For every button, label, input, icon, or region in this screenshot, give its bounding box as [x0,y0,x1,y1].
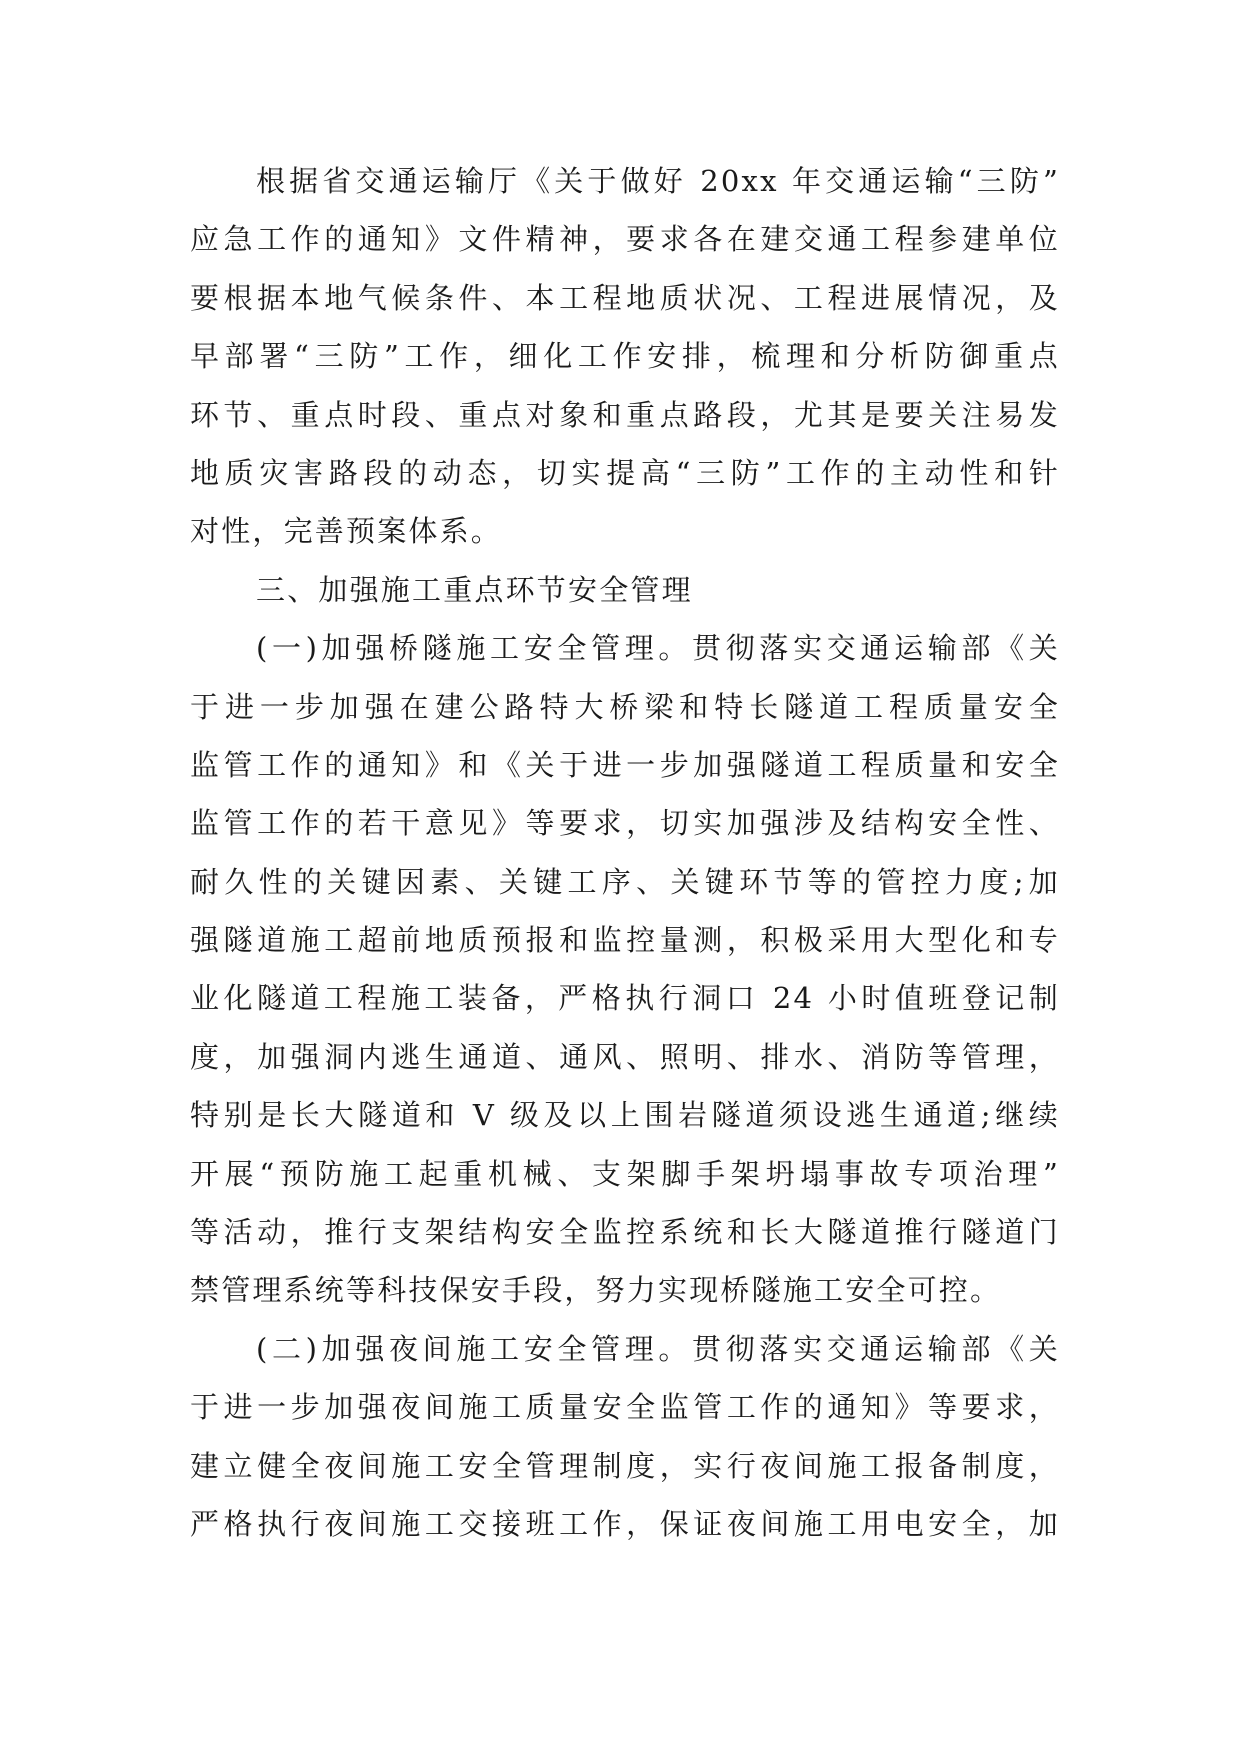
text-line: 禁管理系统等科技保安手段，努力实现桥隧施工安全可控。 [190,1273,1002,1308]
text-line: 度，加强洞内逃生通道、通风、照明、排水、消防等管理， [190,1039,1060,1074]
text-line: 严格执行夜间施工交接班工作，保证夜间施工用电安全，加 [190,1506,1060,1541]
paragraph-night-construction-safety [190,1320,1060,1554]
text-line: 应急工作的通知》文件精神，要求各在建交通工程参建单位 [190,222,1060,257]
text-line: 于进一步加强夜间施工质量安全监管工作的通知》等要求， [190,1390,1060,1425]
text-line: 要根据本地气候条件、本工程地质状况、工程进展情况，及 [190,280,1060,315]
text-line: 环节、重点时段、重点对象和重点路段，尤其是要关注易发 [190,397,1060,432]
text-line: 建立健全夜间施工安全管理制度，实行夜间施工报备制度， [190,1448,1060,1483]
section-heading [190,561,1060,619]
text-line: 根据省交通运输厅《关于做好 20xx 年交通运输“三防” [256,164,1060,198]
text-line: 于进一步加强在建公路特大桥梁和特长隧道工程质量安全 [190,689,1060,724]
text-line: (二)加强夜间施工安全管理。贯彻落实交通运输部《关 [256,1331,1060,1366]
text-line: 业化隧道工程施工装备，严格执行洞口 24 小时值班登记制 [190,981,1060,1016]
paragraph-bridge-tunnel-safety [190,619,1060,1320]
heading-line: 三、加强施工重点环节安全管理 [256,572,693,607]
text-line: 监管工作的若干意见》等要求，切实加强涉及结构安全性、 [190,806,1060,841]
text-line: 特别是长大隧道和 V 级及以上围岩隧道须设逃生通道;继续 [190,1098,1060,1133]
text-line: 强隧道施工超前地质预报和监控量测，积极采用大型化和专 [190,923,1060,958]
paragraph-sanfang-notice [190,152,1060,561]
text-line: 等活动，推行支架结构安全监控系统和长大隧道推行隧道门 [190,1215,1060,1250]
text-line: 早部署“三防”工作，细化工作安排，梳理和分析防御重点 [190,339,1060,374]
text-line: 对性，完善预案体系。 [190,514,503,549]
text-line: 开展“预防施工起重机械、支架脚手架坍塌事故专项治理” [190,1156,1060,1191]
text-line: 地质灾害路段的动态，切实提高“三防”工作的主动性和针 [190,455,1060,490]
text-line: 耐久性的关键因素、关键工序、关键环节等的管控力度;加 [190,864,1060,899]
document-body [190,152,1060,1553]
text-line: 监管工作的通知》和《关于进一步加强隧道工程质量和安全 [190,747,1060,782]
text-line: (一)加强桥隧施工安全管理。贯彻落实交通运输部《关 [256,631,1060,666]
